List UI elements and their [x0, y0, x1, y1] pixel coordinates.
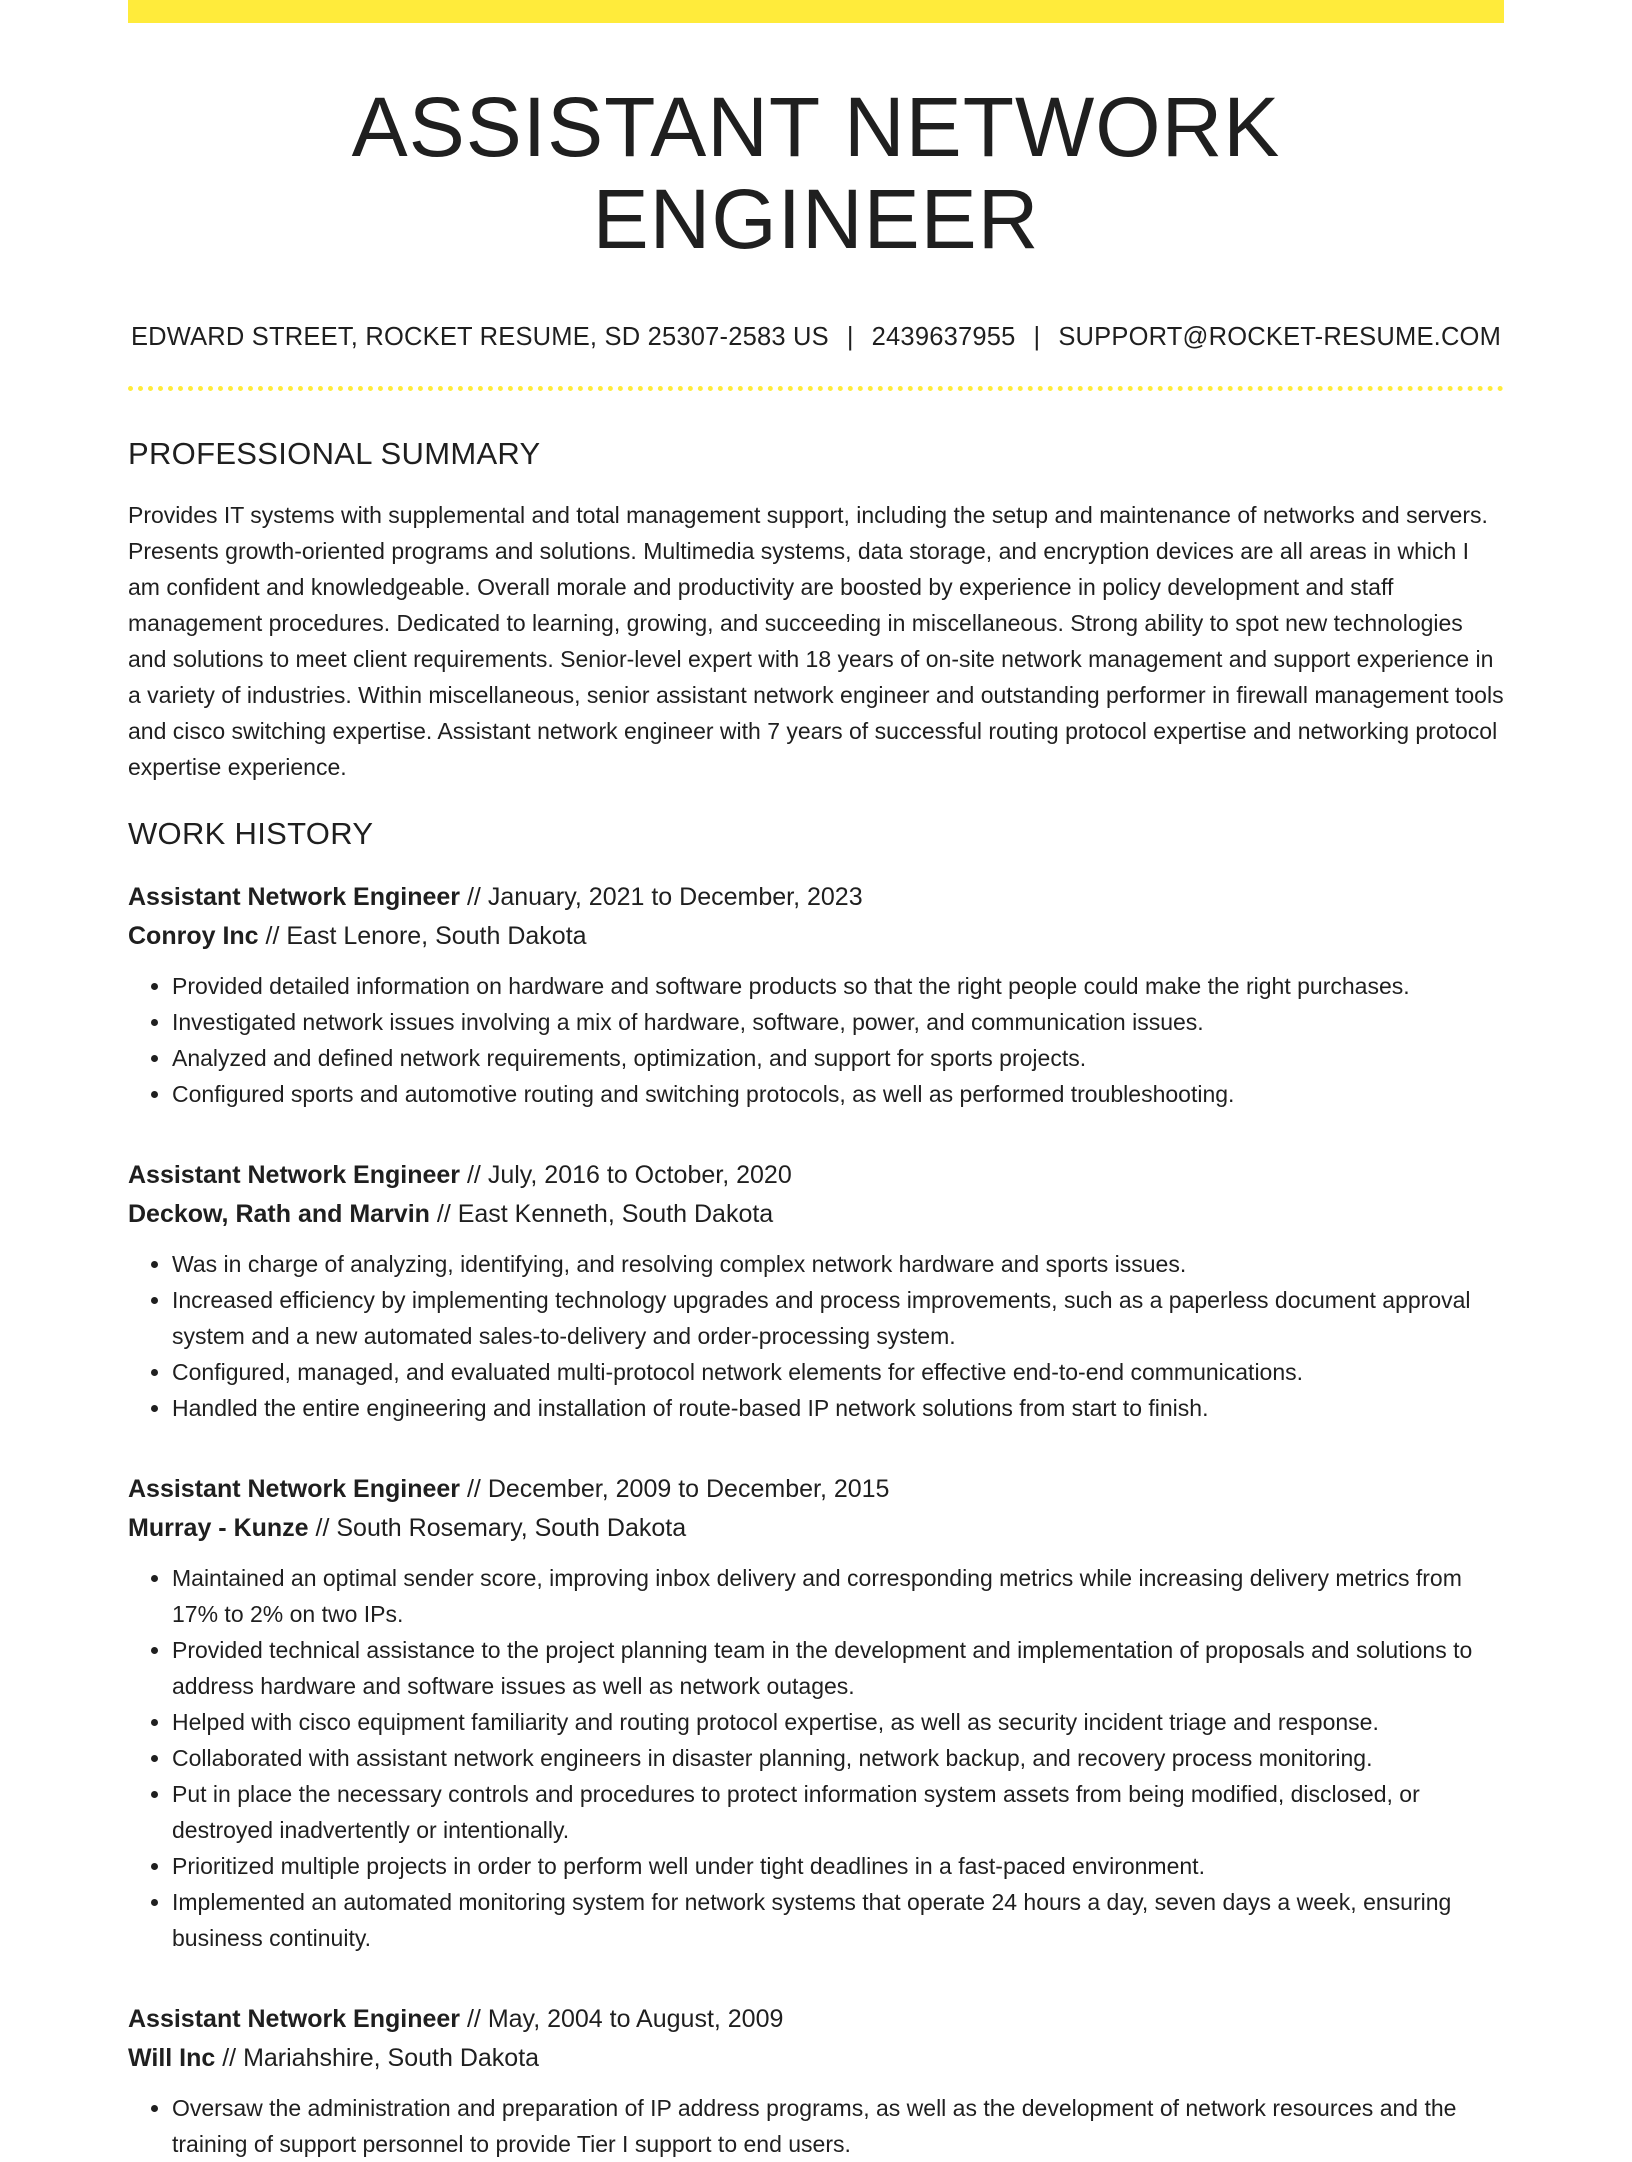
job-bullet: • Prioritized multiple projects in order to perform well under tight deadlines in a fast-paced environment.	[172, 1848, 1504, 1884]
job-title: Assistant Network Engineer	[128, 1474, 461, 1503]
job-company: Will Inc	[128, 2043, 216, 2072]
job-entry	[128, 1470, 1504, 1956]
contact-address: EDWARD STREET, ROCKET RESUME, SD 25307-2583 US	[130, 322, 829, 351]
contact-phone: 2439637955	[871, 322, 1016, 351]
dotted-divider	[128, 386, 1504, 391]
job-entry	[128, 2000, 1504, 2162]
job-entry	[128, 1156, 1504, 1426]
job-entry	[128, 878, 1504, 1112]
job-location: // East Kenneth, South Dakota	[429, 1199, 774, 1228]
job-dates: // January, 2021 to December, 2023	[460, 882, 863, 911]
summary-text: Provides IT systems with supplemental and total management support, including the setup and maintenance of networks and servers. Presents growth-oriented programs and solutions. Multimedia systems, data storage, and encryption devices are all areas in which I am confident and knowledgeable. Overall morale and productivity are boosted by experience in policy development and staff management procedures. Dedicated to learning, growing, and succeeding in miscellaneous. Strong ability to spot new technologies and solutions to meet client requirements. Senior-level expert with 18 years of on-site network management and support experience in a variety of industries. Within miscellaneous, senior assistant network engineer and outstanding performer in firewall management tools and cisco switching expertise. Assistant network engineer with 7 years of successful routing protocol expertise and networking protocol expertise experience.	[128, 501, 1504, 780]
work-history-heading: WORK HISTORY	[128, 815, 374, 851]
job-location: // East Lenore, South Dakota	[258, 921, 587, 950]
job-title-line	[128, 2000, 1504, 2039]
summary-heading: PROFESSIONAL SUMMARY	[128, 436, 541, 472]
job-bullet: • Helped with cisco equipment familiarity and routing protocol expertise, as well as security incident triage and response.	[172, 1704, 1504, 1740]
job-bullet: • Implemented an automated monitoring system for network systems that operate 24 hours a day, seven days a week, ensuring business continuity.	[172, 1884, 1504, 1956]
job-location: // South Rosemary, South Dakota	[308, 1513, 687, 1542]
job-bullet: • Configured, managed, and evaluated multi-protocol network elements for effective end-to-end communications.	[172, 1354, 1504, 1390]
job-title: Assistant Network Engineer	[128, 882, 461, 911]
resume-page	[128, 0, 1504, 2162]
job-dates: // December, 2009 to December, 2015	[460, 1474, 890, 1503]
job-title: Assistant Network Engineer	[128, 1160, 461, 1189]
job-company: Deckow, Rath and Marvin	[128, 1199, 430, 1228]
job-company-line	[128, 2039, 1504, 2078]
job-bullet: • Collaborated with assistant network engineers in disaster planning, network backup, and recovery process monitoring.	[172, 1740, 1504, 1776]
job-dates: // May, 2004 to August, 2009	[460, 2004, 784, 2033]
job-bullet: • Provided technical assistance to the project planning team in the development and implementation of proposals and solutions to address hardware and software issues as well as network outages.	[172, 1632, 1504, 1704]
top-accent-bar	[128, 0, 1504, 23]
job-dates: // July, 2016 to October, 2020	[460, 1160, 792, 1189]
job-title: Assistant Network Engineer	[128, 2004, 461, 2033]
job-title-line	[128, 1156, 1504, 1195]
job-bullet: • Investigated network issues involving a mix of hardware, software, power, and communication issues.	[172, 1004, 1504, 1040]
job-bullet: • Analyzed and defined network requirements, optimization, and support for sports projects.	[172, 1040, 1504, 1076]
job-bullet: • Handled the entire engineering and installation of route-based IP network solutions from start to finish.	[172, 1390, 1504, 1426]
job-bullet: • Provided detailed information on hardware and software products so that the right people could make the right purchases.	[172, 968, 1504, 1004]
job-bullet: • Put in place the necessary controls and procedures to protect information system assets from being modified, disclosed, or destroyed inadvertently or intentionally.	[172, 1776, 1504, 1848]
job-company-line	[128, 1195, 1504, 1234]
contact-separator: |	[1033, 322, 1041, 351]
job-company: Murray - Kunze	[128, 1513, 309, 1542]
job-company: Conroy Inc	[128, 921, 259, 950]
job-location: // Mariahshire, South Dakota	[215, 2043, 540, 2072]
job-bullets	[128, 1560, 1504, 1956]
job-bullets	[128, 2090, 1504, 2162]
job-bullet: • Was in charge of analyzing, identifying, and resolving complex network hardware and sports issues.	[172, 1246, 1504, 1282]
job-bullet: • Oversaw the administration and preparation of IP address programs, as well as the development of network resources and the training of support personnel to provide Tier I support to end users.	[172, 2090, 1504, 2162]
job-company-line	[128, 1509, 1504, 1548]
job-bullets	[128, 1246, 1504, 1426]
job-company-line	[128, 917, 1504, 956]
job-bullet: • Increased efficiency by implementing technology upgrades and process improvements, such as a paperless document approval system and a new automated sales-to-delivery and order-processing system.	[172, 1282, 1504, 1354]
contact-email: SUPPORT@ROCKET-RESUME.COM	[1058, 322, 1502, 351]
job-bullet: • Maintained an optimal sender score, improving inbox delivery and corresponding metrics while increasing delivery metrics from 17% to 2% on two IPs.	[172, 1560, 1504, 1632]
job-bullet: • Configured sports and automotive routing and switching protocols, as well as performed troubleshooting.	[172, 1076, 1504, 1112]
contact-separator: |	[846, 322, 854, 351]
resume-title: ASSISTANT NETWORK ENGINEER	[351, 80, 1281, 267]
job-bullets	[128, 968, 1504, 1112]
job-title-line	[128, 1470, 1504, 1509]
job-title-line	[128, 878, 1504, 917]
contact-info	[128, 322, 1504, 353]
